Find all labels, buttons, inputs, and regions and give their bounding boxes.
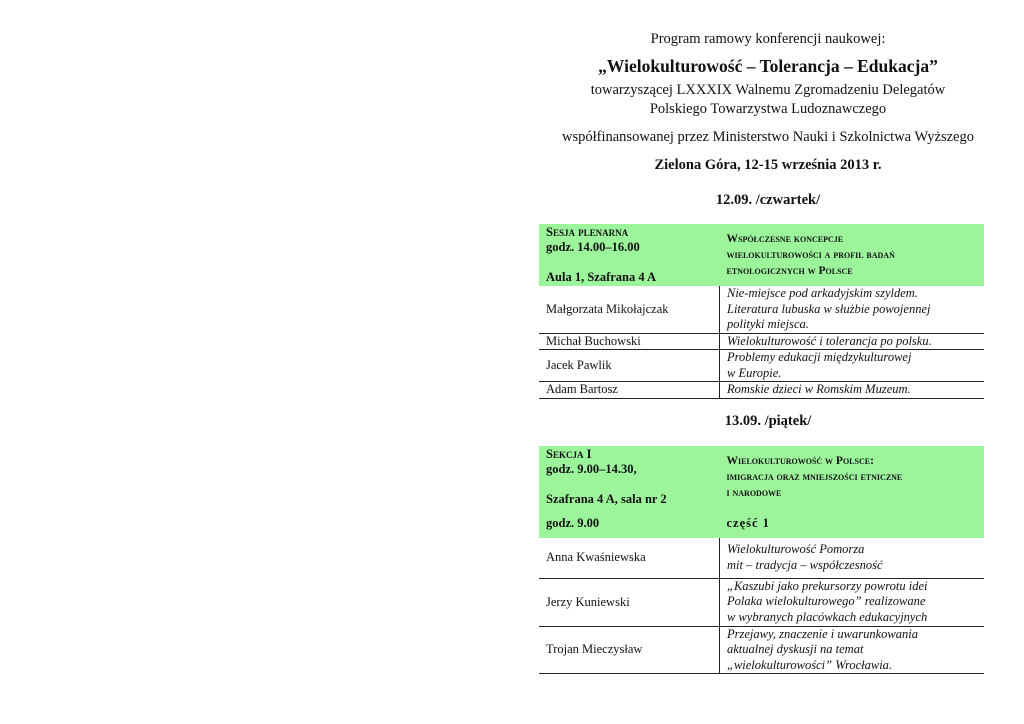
talk-title: Romskie dzieci w Romskim Muzeum.	[720, 382, 985, 399]
table-row	[539, 578, 984, 626]
day1-title: 12.09. /czwartek/	[715, 192, 821, 208]
part-time: godz. 9.00	[539, 508, 720, 538]
table-row	[539, 626, 984, 674]
session-name: Sekcja I	[546, 447, 592, 461]
speaker-name: Anna Kwaśniewska	[539, 538, 720, 578]
table-row	[539, 333, 984, 350]
speaker-name: Małgorzata Mikołajczak	[539, 286, 720, 333]
table-row	[539, 382, 984, 399]
session-topic: Współczesne koncepcje wielokulturowości a profil badań etnologicznych w Polsce	[720, 224, 985, 286]
speaker-name: Trojan Mieczysław	[539, 626, 720, 674]
conference-title: „Wielokulturowość – Tolerancja – Edukacja”	[598, 56, 938, 76]
funding-note: współfinansowanej przez Ministerstwo Nauki i Szkolnictwa Wyższego	[561, 129, 974, 145]
session-info	[539, 224, 720, 286]
session-location: Aula 1, Szafrana 4 A	[546, 270, 657, 284]
speaker-name: Michał Buchowski	[539, 333, 720, 350]
part-label: część 1	[720, 508, 985, 538]
talk-title: Nie-miejsce pod arkadyjskim szyldem. Literatura lubuska w służbie powojennej polityki miejsca.	[720, 286, 985, 333]
table-row	[539, 286, 984, 333]
day2-program-table	[539, 446, 984, 674]
session-name: Sesja plenarna	[546, 225, 629, 239]
talk-title: Przejawy, znaczenie i uwarunkowania aktualnej dyskusji na temat „wielokulturowości” Wrocławia.	[720, 626, 985, 674]
talk-title: Problemy edukacji międzykulturowej w Europie.	[720, 350, 985, 382]
session-info	[539, 446, 720, 508]
talk-title: Wielokulturowość Pomorza mit – tradycja – współczesność	[720, 538, 985, 578]
subtitle-line-1: towarzyszącej LXXXIX Walnemu Zgromadzeniu Delegatów	[590, 82, 946, 98]
talk-title: Wielokulturowość i tolerancja po polsku.	[720, 333, 985, 350]
speaker-name: Adam Bartosz	[539, 382, 720, 399]
speaker-name: Jerzy Kuniewski	[539, 578, 720, 626]
day1-program-table	[539, 224, 984, 399]
speaker-name: Jacek Pawlik	[539, 350, 720, 382]
day1-session-header	[539, 224, 984, 286]
table-row	[539, 350, 984, 382]
talk-title: „Kaszubi jako prekursorzy powrotu idei Polaka wielokulturowego” realizowane w wybranych placówkach edukacyjnych	[720, 578, 985, 626]
session-time: godz. 14.00–16.00	[546, 240, 640, 254]
program-intro: Program ramowy konferencji naukowej:	[650, 31, 886, 47]
day2-title: 13.09. /piątek/	[724, 413, 812, 429]
part-header	[539, 508, 984, 538]
subtitle-line-2: Polskiego Towarzystwa Ludoznawczego	[649, 101, 887, 117]
session-location: Szafrana 4 A, sala nr 2	[546, 492, 667, 506]
session-time: godz. 9.00–14.30,	[546, 462, 637, 476]
session-topic: Wielokulturowość w Polsce: imigracja oraz mniejszości etniczne i narodowe	[720, 446, 985, 508]
day2-session-header	[539, 446, 984, 508]
place-date: Zielona Góra, 12-15 września 2013 r.	[654, 157, 882, 173]
table-row	[539, 538, 984, 578]
program-header	[540, 30, 996, 175]
